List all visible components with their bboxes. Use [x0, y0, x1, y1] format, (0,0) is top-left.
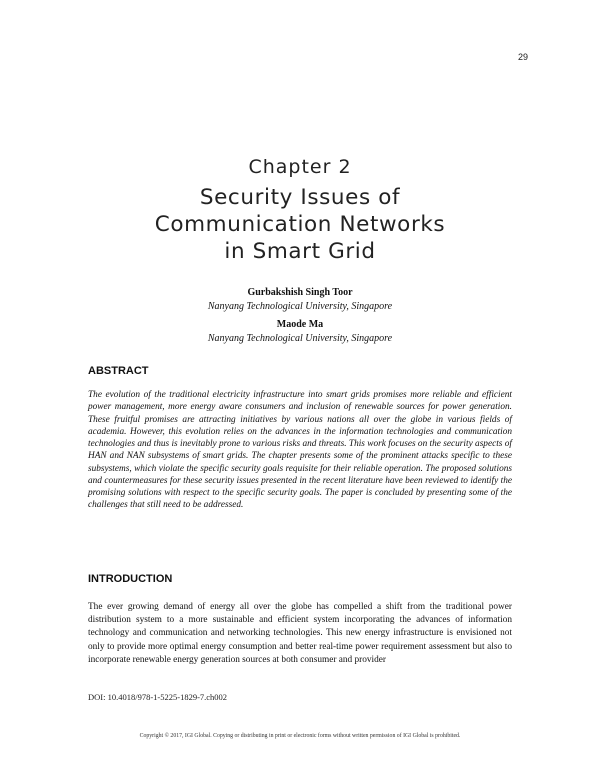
introduction-heading: INTRODUCTION	[88, 573, 173, 585]
author-name: Maode Ma	[276, 319, 324, 330]
chapter-title-line-2: Communication Networks	[154, 212, 446, 237]
abstract-heading: ABSTRACT	[88, 365, 149, 377]
page-number: 29	[517, 52, 528, 62]
chapter-title	[0, 184, 600, 265]
doi: DOI: 10.4018/978-1-5225-1829-7.ch002	[88, 692, 228, 702]
introduction-text: The ever growing demand of energy all over the globe has compelled a shift from the traditional power distribution system to a more sustainable and efficient system incorporating the advances of information technology and communication and networking technologies. This new energy infrastructure is envisioned not only to provide more optimal energy consumption and better real-time power requirement assessment but also to incorporate renewable energy generation sources at both consumer and provider	[88, 602, 512, 665]
author-name: Gurbakshish Singh Toor	[247, 287, 353, 298]
chapter-label: Chapter 2	[248, 156, 352, 178]
chapter-title-line-3: in Smart Grid	[224, 239, 376, 264]
chapter-title-line-1: Security Issues of	[199, 185, 401, 210]
abstract-text: The evolution of the traditional electricity infrastructure into smart grids promises more reliable and efficient power management, more energy aware consumers and inclusion of renewable sources for power generation. These fruitful promises are attracting initiatives by various nations all over the globe in various fields of academia. However, this evolution relies on the advances in the information technologies and communication technologies and thus is inevitably prone to various risks and threats. This work focuses on the security aspects of HAN and NAN subsystems of smart grids. The chapter presents some of the prominent attacks specific to these subsystems, which violate the specific security goals requisite for their reliable operation. The proposed solutions and countermeasures for these security issues presented in the recent literature have been reviewed to identify the promising solutions with respect to the specific security goals. The paper is concluded by presenting some of the challenges that still need to be addressed.	[88, 390, 512, 511]
author-block	[0, 318, 600, 345]
author-block	[0, 286, 600, 313]
author-affiliation: Nanyang Technological University, Singapore	[207, 301, 393, 312]
copyright-notice: Copyright © 2017, IGI Global. Copying or distributing in print or electronic forms without written permission of IGI Global is prohibited.	[139, 733, 461, 739]
author-affiliation: Nanyang Technological University, Singapore	[207, 333, 393, 344]
